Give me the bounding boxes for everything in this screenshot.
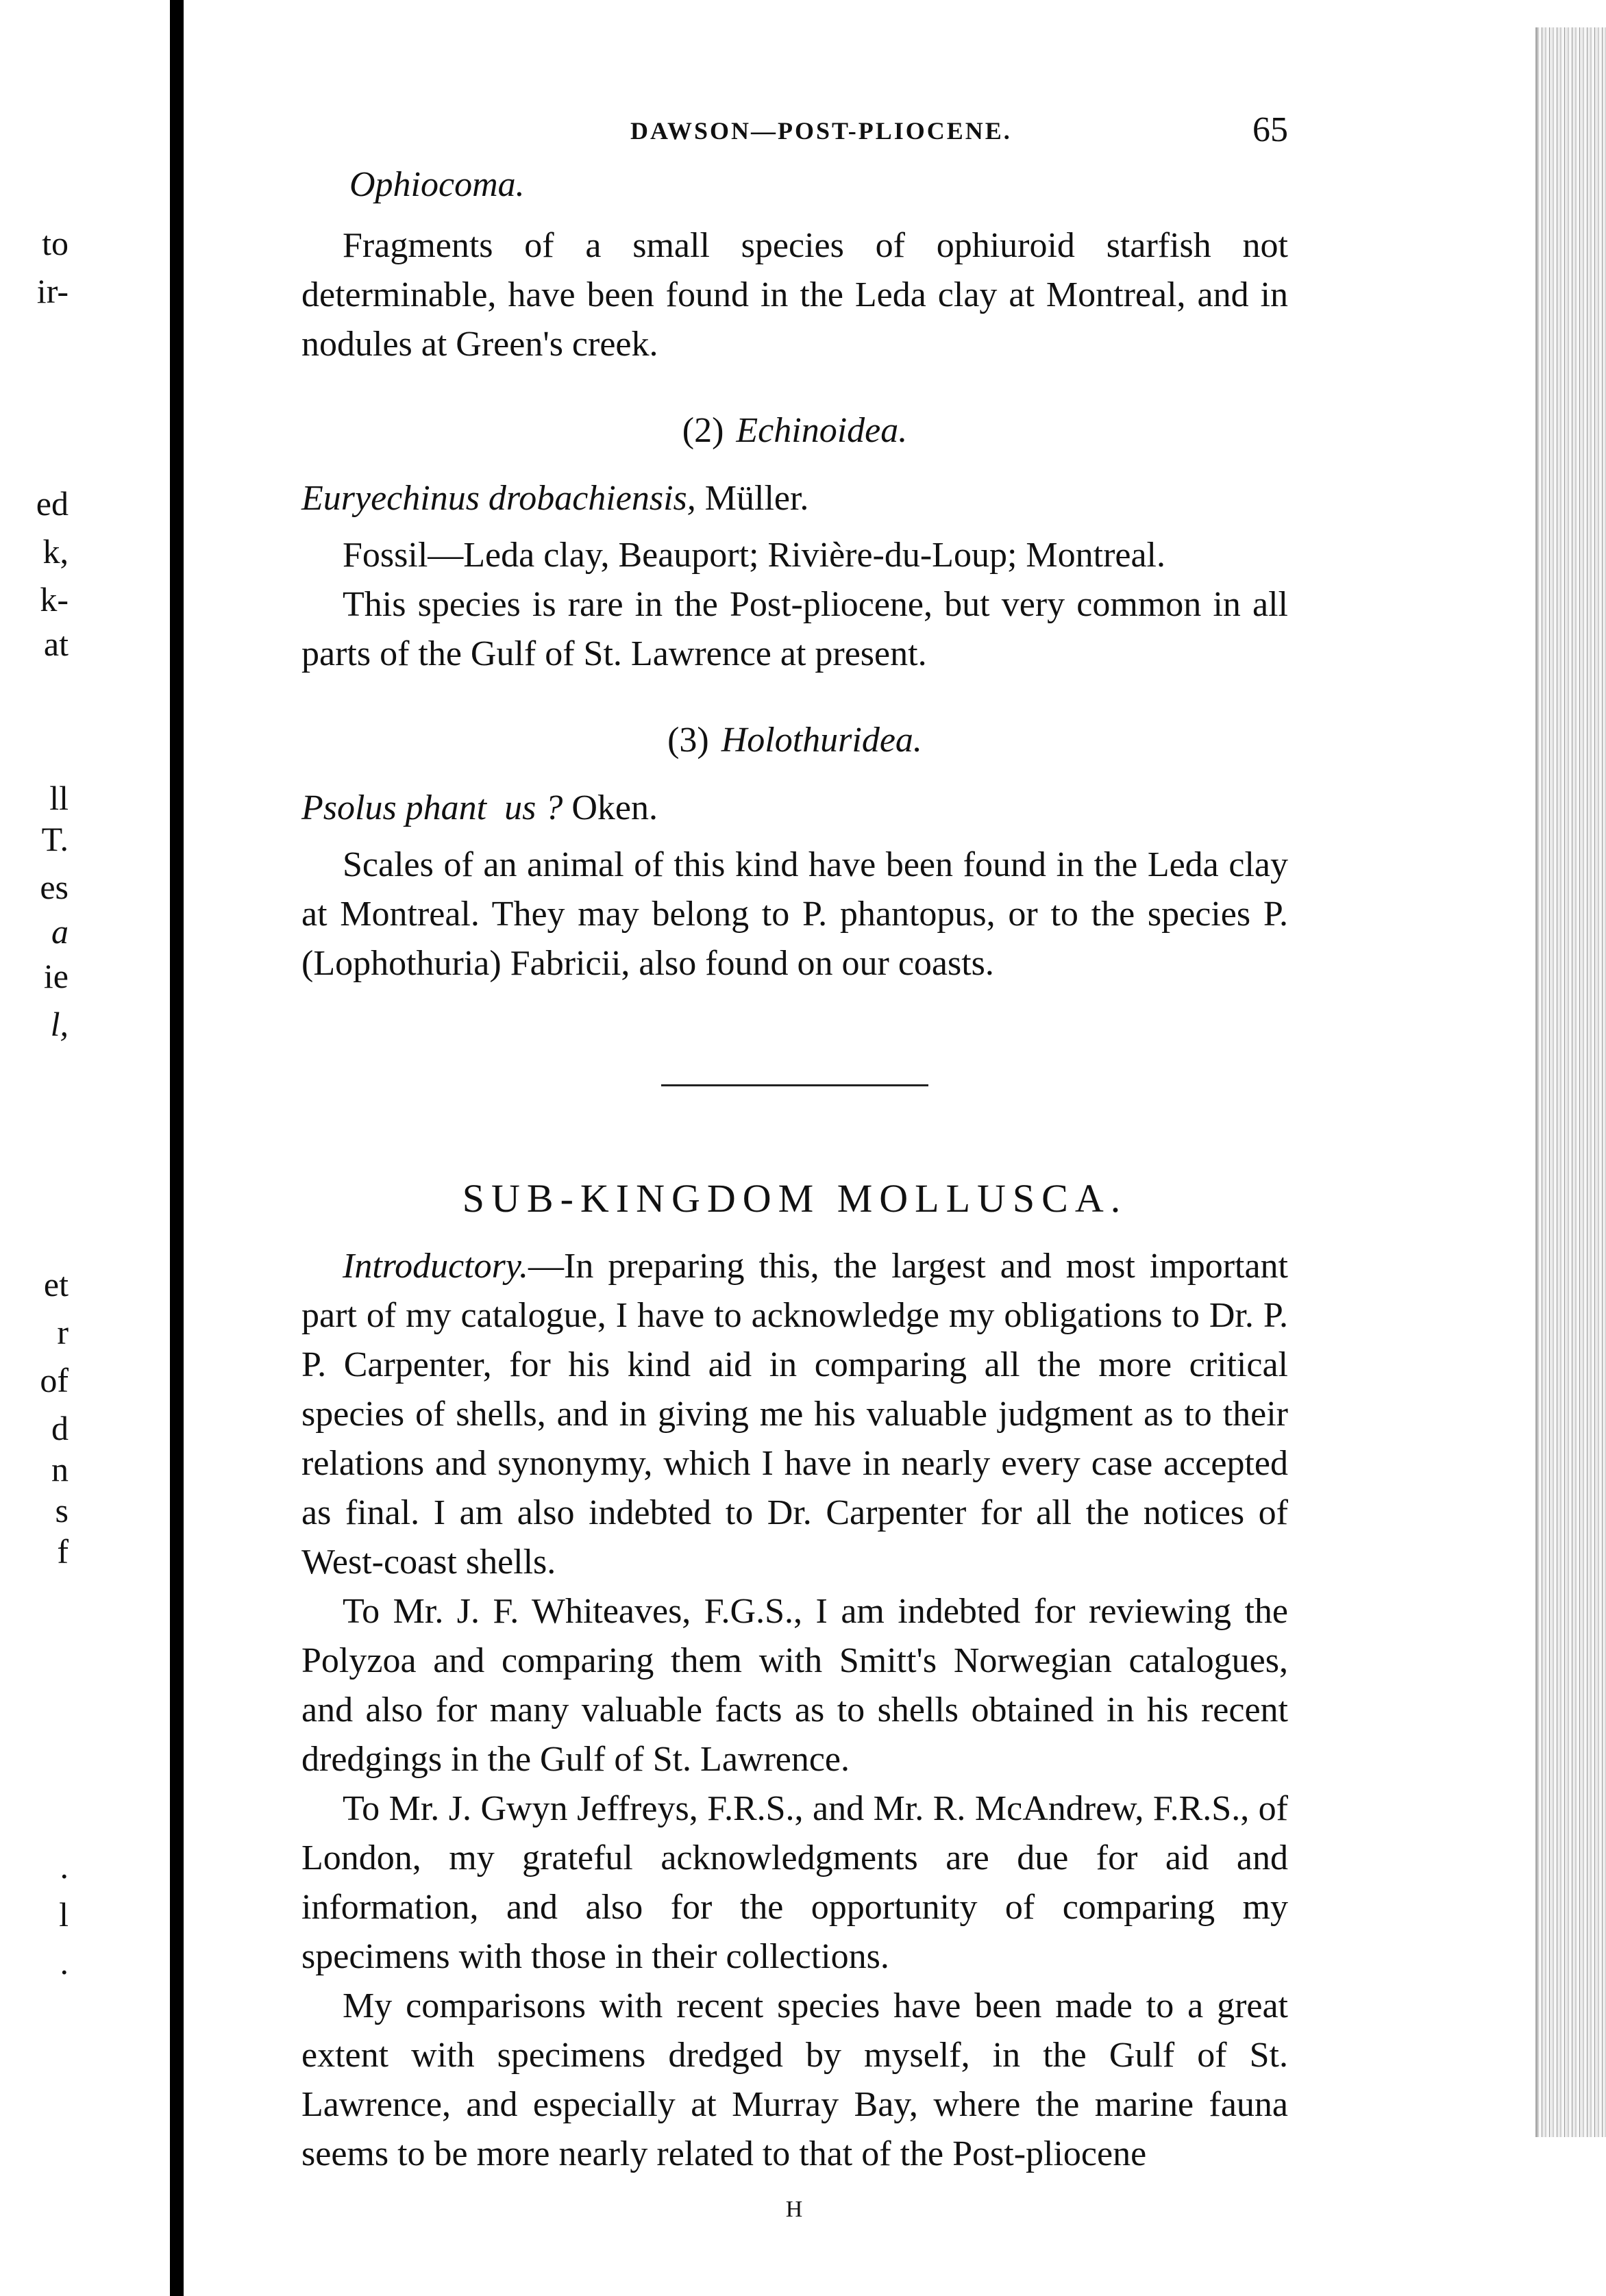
heading-name: Echinoidea. xyxy=(736,411,908,450)
margin-fragment: es xyxy=(40,868,69,906)
facing-page xyxy=(0,0,175,2296)
species-author: Müller. xyxy=(704,479,809,518)
book-page xyxy=(301,103,1288,2222)
species-entry-euryechinus xyxy=(301,478,1288,519)
section-title: SUB-KINGDOM MOLLUSCA. xyxy=(462,1176,1128,1221)
euryechinus-paragraph: This species is rare in the Post-pliocene, but very common in all parts of the Gulf of St. Lawrence at present. xyxy=(301,585,1288,673)
margin-fragment: s xyxy=(55,1491,69,1530)
margin-fragment: l, xyxy=(50,1005,69,1043)
species-entry-psolus xyxy=(301,788,1288,828)
class-heading-holothuridea xyxy=(301,720,1288,760)
comparisons-paragraph: My comparisons with recent species have been made to a great extent with specimens dredged by myself, in the Gulf of St. Lawrence, and especially at Murray Bay, where the marine fauna seems to be more nearly related to that of the Post-pliocene xyxy=(301,1986,1288,2173)
species-name: Psolus phant us ? xyxy=(301,788,563,827)
euryechinus-fossil-localities: Fossil—Leda clay, Beauport; Rivière-du-Loup; Montreal. xyxy=(343,536,1166,575)
margin-fragment: l xyxy=(59,1895,69,1934)
margin-fragment: ed xyxy=(36,484,69,523)
heading-number: (2) xyxy=(682,411,724,450)
margin-fragment: ie xyxy=(43,957,69,995)
book-gutter xyxy=(170,0,184,2296)
class-heading-echinoidea xyxy=(301,410,1288,451)
margin-fragment: to xyxy=(42,224,69,262)
facing-page-text-fragments xyxy=(0,0,69,2296)
intro-text: —In preparing this, the largest and most important part of my catalogue, I have to acknowledge my obligations to Dr. P. P. Carpenter, for his kind aid in comparing all the more critical species of shells, and in giving me his valuable judgment as to their relations and synonymy, which I have in nearly every case accepted as final. I am also indebted to Dr. Carpenter for all the notices of West-coast shells. xyxy=(301,1247,1288,1582)
ophiocoma-paragraph: Fragments of a small species of ophiuroid starfish not determinable, have been found in the Leda clay at Montreal, and in nodules at Green's creek. xyxy=(301,226,1288,364)
margin-fragment: of xyxy=(40,1361,69,1399)
genus-heading-ophiocoma: Ophiocoma. xyxy=(349,165,525,204)
intro-label: Introductory. xyxy=(343,1247,529,1286)
signature-mark: H xyxy=(785,2197,804,2222)
running-title: DAWSON—POST-PLIOCENE. xyxy=(630,117,1012,145)
margin-fragment: et xyxy=(43,1265,69,1303)
species-name: Euryechinus drobachiensis, xyxy=(301,479,696,518)
whiteaves-paragraph: To Mr. J. F. Whiteaves, F.G.S., I am indebted for reviewing the Polyzoa and comparing them with Smitt's Norwegian catalogues, and also for many valuable facts as to shells obtained in his recent dredgings in the Gulf of St. Lawrence. xyxy=(301,1592,1288,1779)
margin-fragment: ll xyxy=(49,779,69,817)
margin-fragment: T. xyxy=(41,820,69,858)
margin-fragment: f xyxy=(57,1532,69,1571)
psolus-paragraph: Scales of an animal of this kind have been found in the Leda clay at Montreal. They may belong to P. phantopus, or to the species P. (Lophothuria) Fabricii, also found on our coasts. xyxy=(301,845,1288,983)
margin-fragment: k, xyxy=(42,532,69,571)
margin-fragment: r xyxy=(57,1313,69,1351)
margin-fragment: k- xyxy=(40,580,69,619)
margin-fragment: d xyxy=(51,1409,69,1447)
margin-fragment: a xyxy=(51,912,69,951)
heading-name: Holothuridea. xyxy=(721,721,922,760)
margin-fragment: n xyxy=(51,1450,69,1488)
page-number: 65 xyxy=(1252,110,1288,149)
jeffreys-paragraph: To Mr. J. Gwyn Jeffreys, F.R.S., and Mr. R. McAndrew, F.R.S., of London, my grateful acknowledgments are due for aid and information, and also for the opportunity of comparing my specimens with those in their collections. xyxy=(301,1789,1288,1976)
margin-fragment: . xyxy=(60,1847,69,1886)
introductory-paragraph xyxy=(301,1242,1288,1587)
section-divider xyxy=(661,1084,928,1086)
page-edges xyxy=(1535,27,1606,2137)
heading-number: (3) xyxy=(667,721,709,760)
species-author: Oken. xyxy=(571,788,658,827)
margin-fragment: at xyxy=(43,625,69,663)
margin-fragment: . xyxy=(60,1943,69,1982)
margin-fragment: ir- xyxy=(36,272,69,310)
running-head xyxy=(301,103,1288,164)
